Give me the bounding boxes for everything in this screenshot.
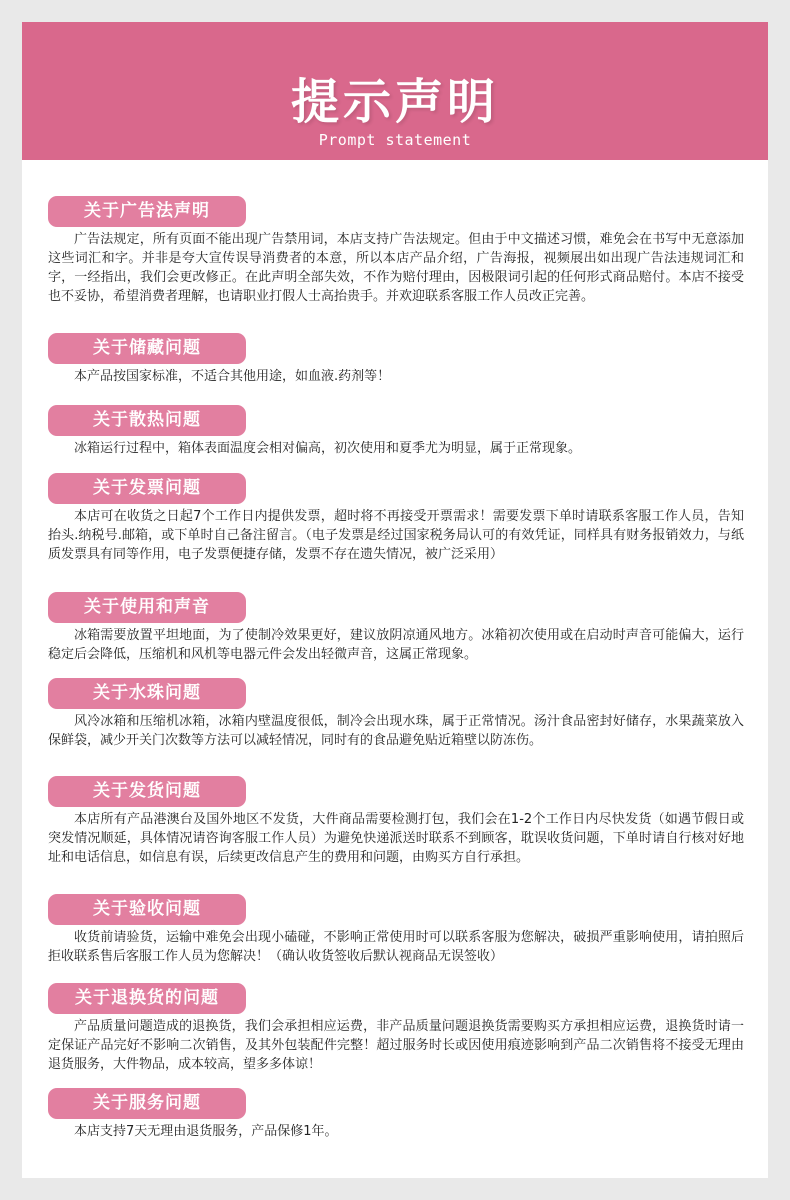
section-title: 关于发货问题 bbox=[48, 776, 246, 807]
section-text: 本店可在收货之日起7个工作日内提供发票，超时将不再接受开票需求！需要发票下单时请联系客服工作人员，告知抬头.纳税号.邮箱，或下单时自己备注留言。（电子发票是经过国家税务局认可的有效凭证，同样具有财务报销效力，与纸质发票具有同等作用，电子发票便捷存储，发票不存在遗失情况，被广泛采用） bbox=[48, 509, 744, 562]
section-text: 冰箱需要放置平坦地面，为了使制冷效果更好，建议放阴凉通风地方。冰箱初次使用或在启动时声音可能偏大，运行稳定后会降低，压缩机和风机等电器元件会发出轻微声音，这属正常现象。 bbox=[48, 628, 744, 662]
section-advertising-law bbox=[48, 196, 744, 306]
section-storage bbox=[48, 333, 744, 386]
section-usage-sound bbox=[48, 592, 744, 664]
section-title: 关于散热问题 bbox=[48, 405, 246, 436]
section-title: 关于储藏问题 bbox=[48, 333, 246, 364]
section-text: 冰箱运行过程中，箱体表面温度会相对偏高，初次使用和夏季尤为明显，属于正常现象。 bbox=[74, 441, 582, 456]
section-service bbox=[48, 1088, 744, 1141]
section-text: 风冷冰箱和压缩机冰箱，冰箱内壁温度很低，制冷会出现水珠，属于正常情况。汤汁食品密封好储存，水果蔬菜放入保鲜袋，减少开关门次数等方法可以减轻情况，同时有的食品避免贴近箱壁以防冻伤。 bbox=[48, 714, 744, 748]
section-text: 本店支持7天无理由退货服务，产品保修1年。 bbox=[74, 1124, 338, 1139]
section-heat bbox=[48, 405, 744, 458]
page-title: 提示声明 bbox=[290, 74, 499, 130]
section-title: 关于退换货的问题 bbox=[48, 983, 246, 1014]
section-text: 本产品按国家标准，不适合其他用途，如血液.药剂等！ bbox=[74, 369, 391, 384]
section-text: 产品质量问题造成的退换货，我们会承担相应运费，非产品质量问题退换货需要购买方承担相应运费，退换货时请一定保证产品完好不影响二次销售，及其外包装配件完整！超过服务时长或因使用痕迹影响到产品二次销售将不接受无理由退货服务，大件物品，成本较高，望多多体谅！ bbox=[48, 1019, 744, 1072]
section-invoice bbox=[48, 473, 744, 564]
section-returns bbox=[48, 983, 744, 1074]
section-title: 关于水珠问题 bbox=[48, 678, 246, 709]
section-title: 关于广告法声明 bbox=[48, 196, 246, 227]
section-title: 关于验收问题 bbox=[48, 894, 246, 925]
statement-card bbox=[22, 22, 768, 1178]
section-shipping bbox=[48, 776, 744, 867]
section-text: 收货前请验货，运输中难免会出现小磕碰，不影响正常使用时可以联系客服为您解决，破损严重影响使用，请拍照后拒收联系售后客服工作人员为您解决！（确认收货签收后默认视商品无误签收） bbox=[48, 930, 744, 964]
section-condensation bbox=[48, 678, 744, 750]
section-inspection bbox=[48, 894, 744, 966]
section-title: 关于发票问题 bbox=[48, 473, 246, 504]
section-title: 关于使用和声音 bbox=[48, 592, 246, 623]
page-subtitle: Prompt statement bbox=[318, 131, 472, 149]
section-text: 本店所有产品港澳台及国外地区不发货，大件商品需要检测打包，我们会在1-2个工作日内尽快发货（如遇节假日或突发情况顺延，具体情况请咨询客服工作人员）为避免快递派送时联系不到顾客，耽误收货问题，下单时请自行核对好地址和电话信息，如信息有误，后续更改信息产生的费用和问题，由购买方自行承担。 bbox=[48, 812, 744, 865]
header-banner bbox=[22, 22, 768, 160]
section-text: 广告法规定，所有页面不能出现广告禁用词，本店支持广告法规定。但由于中文描述习惯，难免会在书写中无意添加这些词汇和字。并非是夸大宣传误导消费者的本意，所以本店产品介绍，广告海报，视频展出如出现广告法违规词汇和字，一经指出，我们会更改修正。在此声明全部失效，不作为赔付理由，因极限词引起的任何形式商品赔付。本店不接受也不妥协，希望消费者理解，也请职业打假人士高抬贵手。并欢迎联系客服工作人员改正完善。 bbox=[48, 232, 744, 304]
section-title: 关于服务问题 bbox=[48, 1088, 246, 1119]
